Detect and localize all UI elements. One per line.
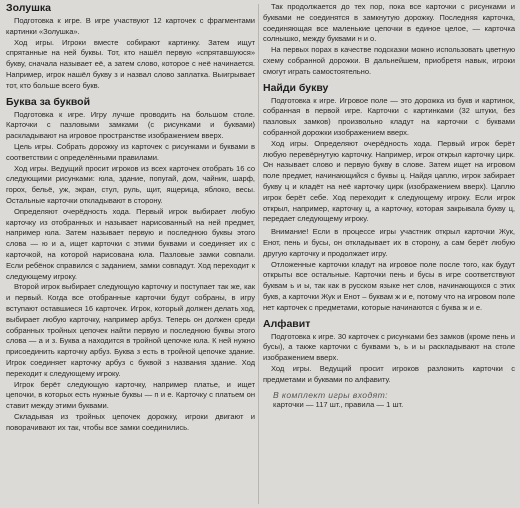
- section-naydi-bukvu: [263, 82, 515, 314]
- section-title: Золушка: [6, 2, 51, 14]
- paragraph: Игрок берёт следующую карточку, например платье, и ищет цепочки, в которых есть нужные буквы — п и е. Карточку с платьем он ставит между этими буквами.: [6, 379, 255, 411]
- paragraph: Складывая из тройных цепочек дорожку, игроки двигают и поворачивают их так, чтобы все замки соединились.: [6, 411, 255, 432]
- paragraph: Второй игрок выбирает следующую карточку и поступает так же, как и первый. Когда все отобранные карточки будут собраны, в игру вступают оставшиеся 16 карточек. Игрок, который должен делать ход, выбирает любую карточку, например арбуз. Теперь он должен среди собранных тройных цепочек найти первую и последнюю буквы этого слова — а и з. Буква а находится в тройной цепочке юла. К ней нужно присоединить карточку арбуз. Буква з есть в тройной цепочке здание. Игрок соединяет карточку арбуз с буквой з названия здание. Ход переходит к следующему игроку.: [6, 282, 255, 378]
- section-title: Алфавит: [263, 317, 311, 330]
- left-column: [6, 2, 255, 508]
- column-divider: [258, 4, 259, 504]
- kit-value: карточки — 117 шт., правила — 1 шт.: [273, 399, 404, 409]
- right-column: [263, 2, 515, 508]
- paragraph: Подготовка к игре. Игру лучше проводить на большом столе. Карточки с пазловыми замками (с рисунками и буквами) раскладывают на игровое пространстве изображением вверх.: [6, 109, 255, 141]
- paragraph: Ход игры. Игроки вместе собирают картинку. Затем ищут спрятанные на ней буквы. Тот, кто нашёл первую «спрятавшуюся» букву, сначала называет её, а затем слово, которое с неё начинается. Например, игрок нашёл букву з и назвал слово заплатка. Выигрывает тот, кто больше всего букв.: [6, 37, 255, 90]
- paragraph: Подготовка к игре. Игровое поле — это дорожка из букв и картинок, собранная в первой игре. Карточки с картинками (32 штуки, без пазловых замков) произвольно кладут на карточки с буквами собранной дорожки изображением вверх.: [263, 95, 515, 137]
- attention-note: Внимание! Если в процессе игры участник открыл карточки Жук, Енот, пень и бусы, он откладывает их в сторону, а сам берёт любую другую карточку и продолжает игру.: [263, 227, 515, 258]
- paragraph: Подготовка к игре. 30 карточек с рисунками без замков (кроме пень и бусы), а также карточки с буквами ъ, ь и ы раскладывают на столе изображением вверх.: [263, 331, 515, 363]
- paragraph: Ход игры. Ведущий просит игроков из всех карточек отобрать 16 со следующими рисунками: юла, здание, попугай, дом, чайник, шарф, горох, бельё, уж, экран, стул, руль, щит, ящерица, яблоко, весы. Остальные карточки откладывают в сторону.: [6, 163, 255, 205]
- section-title: Буква за буквой: [6, 95, 91, 108]
- paragraph: Подготовка к игре. В игре участвуют 12 карточек с фрагментами картинки «Золушка».: [6, 16, 255, 36]
- kit-title: В комплект игры входят:: [273, 389, 388, 400]
- paragraph: Цель игры. Собрать дорожку из карточек с рисунками и буквами в соответствии с определёнными правилами.: [6, 141, 255, 162]
- section-alfavit: [263, 318, 515, 386]
- continued-text: [263, 2, 515, 78]
- paragraph: Так продолжается до тех пор, пока все карточки с рисунками и буквами не соединятся в замкнутую дорожку. Последняя карточка, соединяющая все маленькие цепочки в единое целое, — карточка солнышко, между буквами н и о.: [263, 2, 515, 44]
- paragraph: Определяют очерёдность хода. Первый игрок выбирает любую карточку из отобранных и называет нарисованный на ней предмет, например юла. Затем называет первую и последнюю буквы этого слова — ю и а, ищет карточки с этими буквами и соединяет их с карточкой, на которой нарисована юла. Пазловые замки совпали. Если ребёнок справился с заданием, замки совпадут. Ход переходит к следующему игроку.: [6, 206, 255, 281]
- paragraph: Ход игры. Ведущий просит игроков разложить карточки с предметами и буквами по алфавиту.: [263, 363, 515, 384]
- paragraph: Ход игры. Определяют очерёдность хода. Первый игрок берёт любую перевёрнутую карточку. Например, игрок открыл карточку цирк. Он называет слово и первую букву в слове. Затем ищет на игровом поле предмет, начинающийся с буквы ц. Найдя цаплю, игрок забирает букву ц и кладёт на неё карточку цирк (изображением вверх). Цаплю игрок берёт себе. Ход переходит к следующему игроку. Если игрок открыл, например, карточку ц, а карточку, которая закрывала букву ц, передает следующему игроку.: [263, 138, 515, 224]
- kit-contents: [263, 390, 515, 409]
- paragraph: Отложенные карточки кладут на игровое поле после того, как будут открыты все остальные. Карточки пень и бусы в игре соответствуют буквам ь и ы, так как в русском языке нет слов, начинающихся с этих букв, а карточки Жук и Енот – буквам ж и е, потому что на игровом поле нет карточек с предметами, которые начинаются с буква ж и е.: [263, 259, 515, 312]
- section-bukva-za-bukvoy: [6, 96, 255, 434]
- section-zolushka: [6, 2, 255, 92]
- section-title: Найди букву: [263, 81, 329, 94]
- paragraph: На первых порах в качестве подсказки можно использовать цветную схему собранной дорожки. В дальнейшем, приобретя навык, игроки смогут играть самостоятельно.: [263, 45, 515, 76]
